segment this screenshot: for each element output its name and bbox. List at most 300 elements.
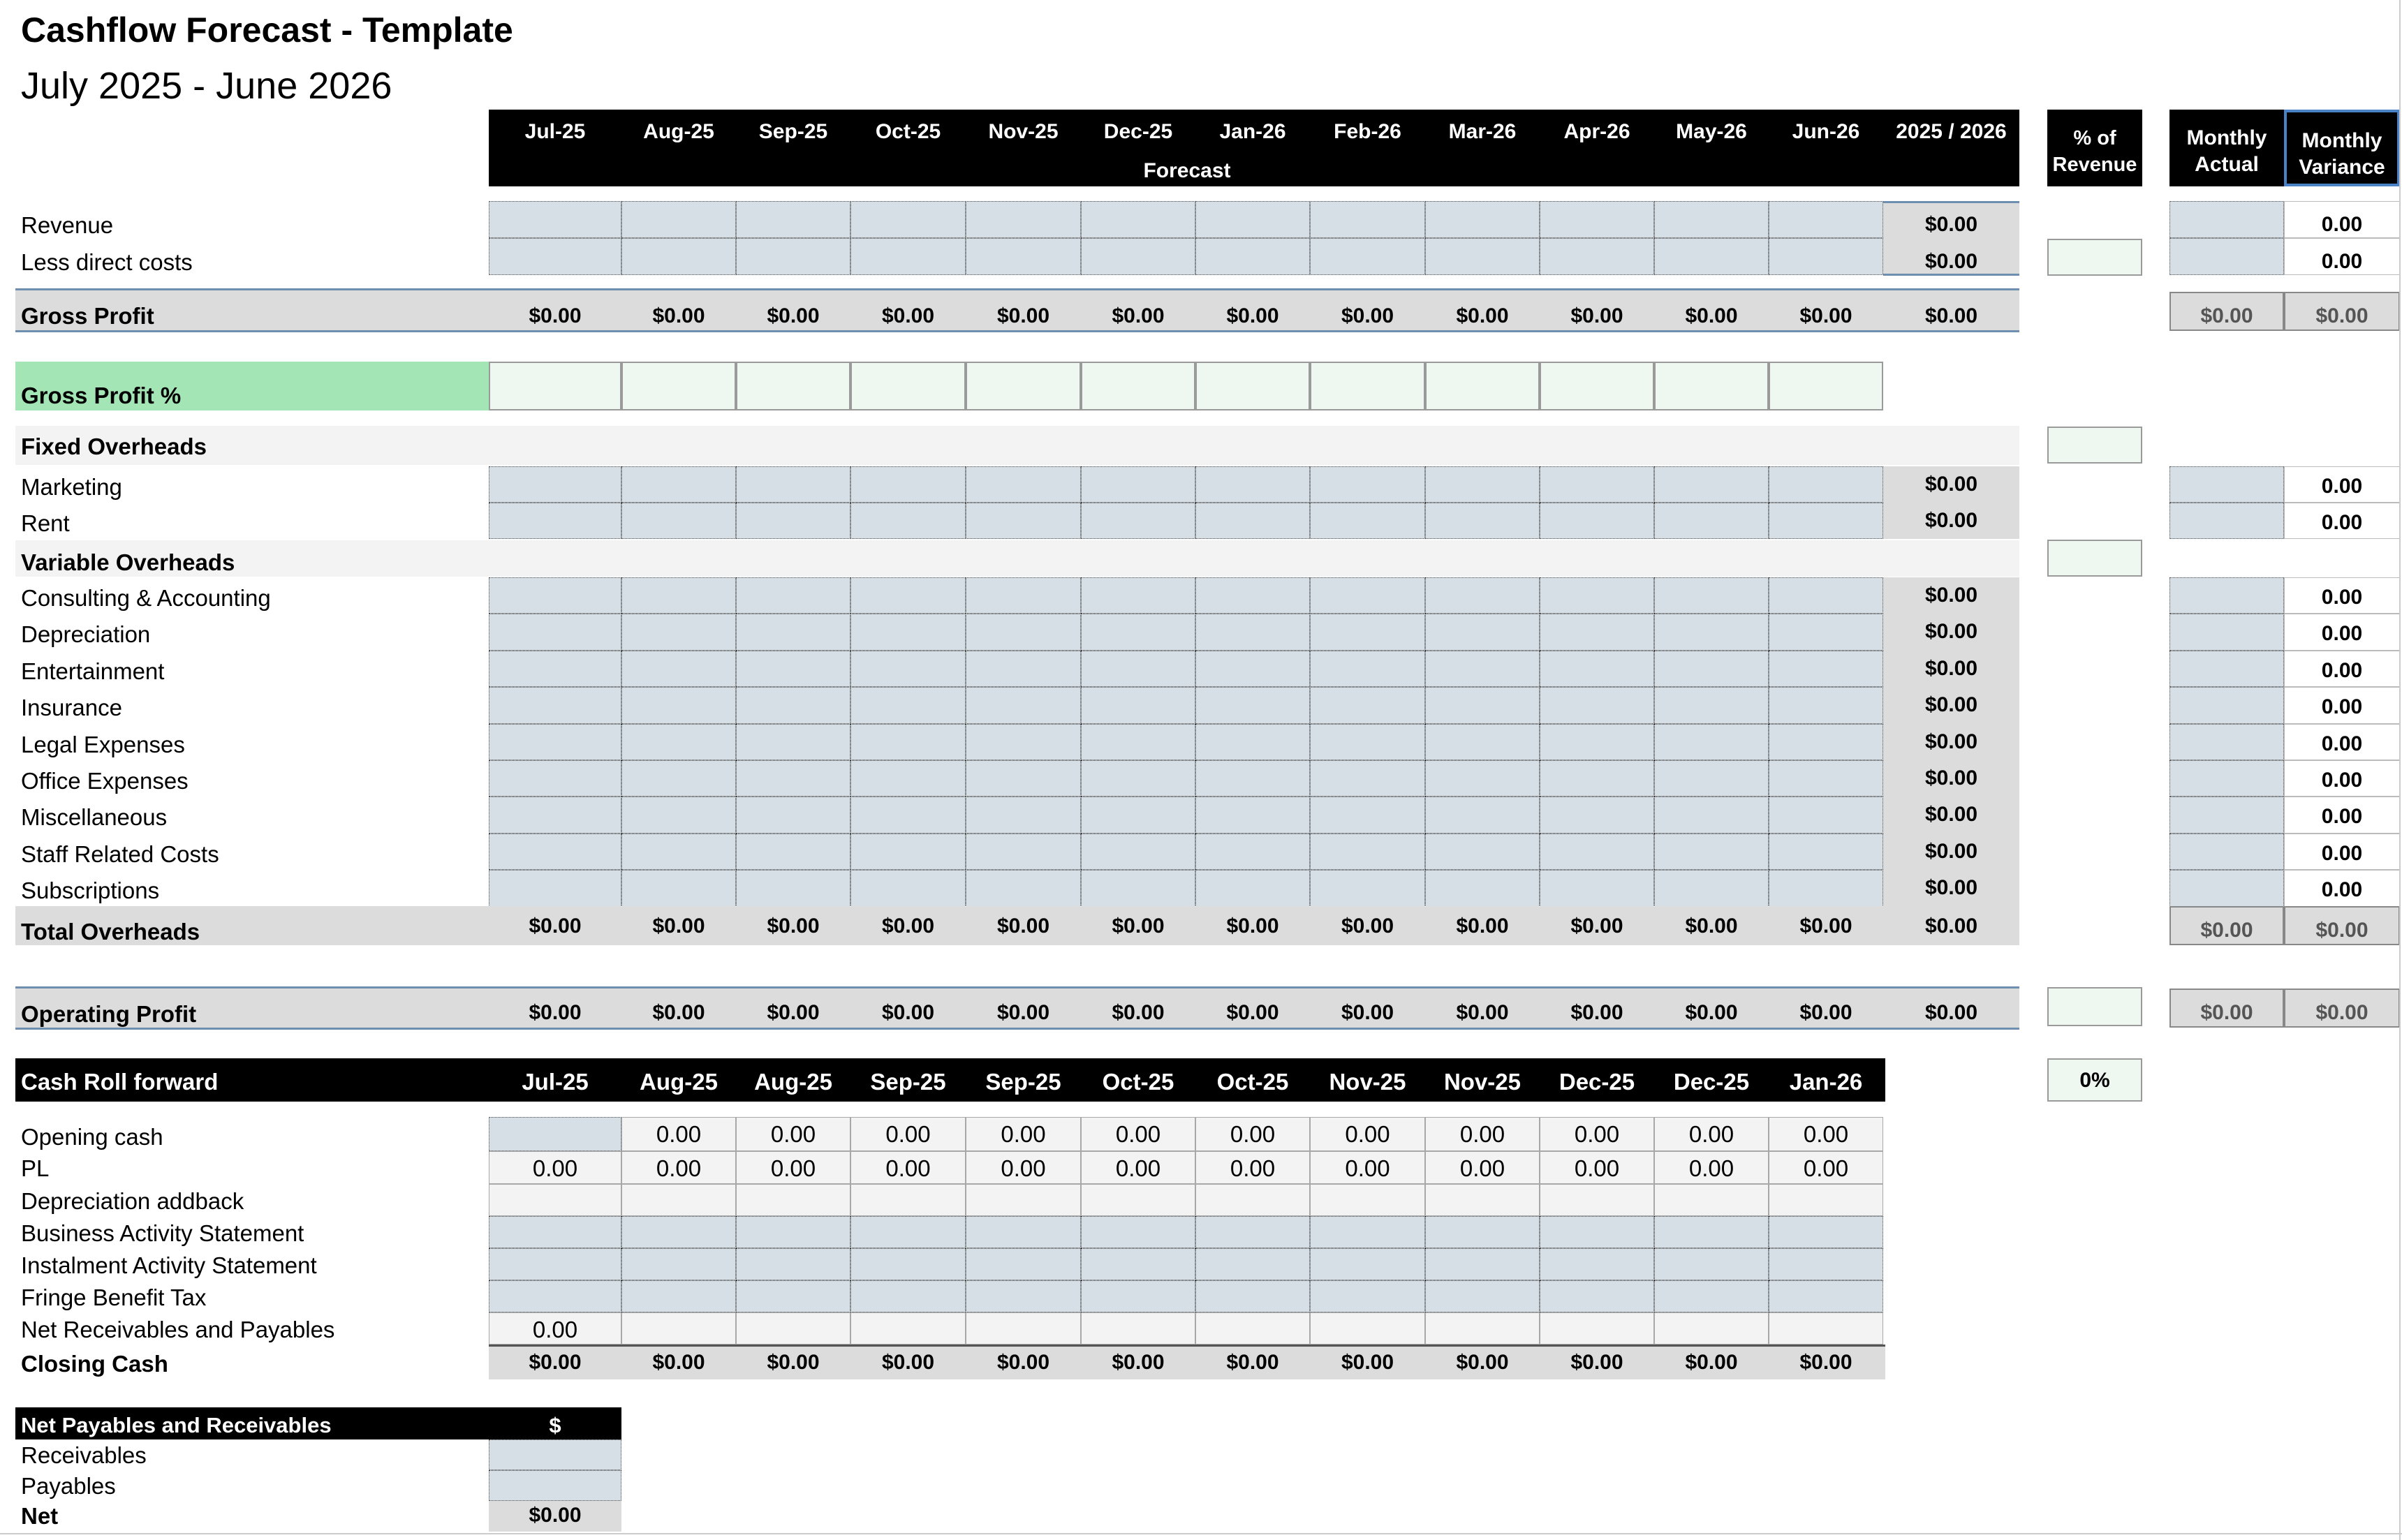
variable-item-input[interactable]	[736, 651, 850, 687]
closing-cash-label: Closing Cash	[21, 1351, 168, 1377]
variable-item-input[interactable]	[1540, 577, 1654, 614]
variable-item-actual-input[interactable]	[2169, 577, 2284, 614]
variable-item-input[interactable]	[489, 614, 621, 650]
total-overheads-variance: $0.00	[2315, 919, 2368, 942]
fixed-item-input[interactable]	[621, 503, 736, 539]
variable-overheads-pct-input[interactable]	[2047, 540, 2142, 577]
cash-roll-cell[interactable]	[736, 1216, 850, 1248]
variable-item-input[interactable]	[1310, 614, 1425, 650]
variable-item-variance: 0.00	[2321, 805, 2363, 829]
variable-item-input[interactable]	[1769, 614, 1883, 650]
cash-roll-row-label: Net Receivables and Payables	[21, 1317, 335, 1342]
gross-profit-label: Gross Profit	[21, 303, 154, 329]
cash-roll-cell[interactable]	[1195, 1312, 1310, 1345]
cash-roll-value: 0.00	[770, 1121, 816, 1147]
cash-roll-cell[interactable]	[1540, 1216, 1654, 1248]
variable-item-input[interactable]	[736, 834, 850, 870]
cash-roll-month: Nov-25	[1329, 1069, 1406, 1095]
closing-cash-value: $0.00	[1456, 1351, 1509, 1374]
revenue-input[interactable]	[1425, 201, 1540, 238]
variable-item-input[interactable]	[1540, 870, 1654, 906]
variable-item-input[interactable]	[1081, 870, 1195, 906]
revenue-input[interactable]	[1769, 201, 1883, 238]
variable-item-input[interactable]	[1654, 870, 1769, 906]
variable-item-input[interactable]	[966, 651, 1081, 687]
total-overheads-value: $0.00	[1570, 915, 1623, 938]
cash-roll-cell[interactable]	[1081, 1216, 1195, 1248]
variable-item-input[interactable]	[1195, 797, 1310, 833]
variable-item-input[interactable]	[1769, 577, 1883, 614]
receivables-label: Receivables	[21, 1442, 147, 1468]
variable-item-input[interactable]	[850, 724, 966, 760]
variable-item-input[interactable]	[1310, 870, 1425, 906]
variable-item-input[interactable]	[1081, 760, 1195, 797]
variable-item-input[interactable]	[1425, 834, 1540, 870]
variable-item-input[interactable]	[621, 870, 736, 906]
variable-item-input[interactable]	[736, 724, 850, 760]
cash-roll-month: Nov-25	[1443, 1069, 1521, 1095]
cash-roll-cell	[850, 1184, 966, 1216]
gross-profit-pct-input[interactable]	[1081, 362, 1195, 410]
cash-roll-cell[interactable]	[621, 1312, 736, 1345]
revenue-input[interactable]	[489, 201, 621, 238]
variable-item-input[interactable]	[966, 724, 1081, 760]
variable-item-input[interactable]	[489, 760, 621, 797]
variable-item-input[interactable]	[736, 870, 850, 906]
fixed-item-input[interactable]	[1425, 503, 1540, 539]
variable-item-input[interactable]	[1425, 870, 1540, 906]
variable-item-input[interactable]	[1195, 614, 1310, 650]
cash-roll-cell[interactable]	[1081, 1280, 1195, 1312]
variable-item-input[interactable]	[1425, 614, 1540, 650]
fixed-item-input[interactable]	[1425, 466, 1540, 503]
fixed-item-input[interactable]	[1195, 503, 1310, 539]
variable-item-input[interactable]	[966, 760, 1081, 797]
variable-item-input[interactable]	[1425, 577, 1540, 614]
variable-item-input[interactable]	[1540, 834, 1654, 870]
cash-roll-cell[interactable]	[1425, 1312, 1540, 1345]
cash-roll-cell[interactable]	[1425, 1216, 1540, 1248]
total-overheads-label: Total Overheads	[21, 919, 200, 945]
cash-roll-row-label: Business Activity Statement	[21, 1220, 304, 1246]
total-overheads-value: $0.00	[652, 915, 705, 938]
variable-item-input[interactable]	[1195, 834, 1310, 870]
variable-item-input[interactable]	[850, 760, 966, 797]
variable-item-input[interactable]	[489, 651, 621, 687]
variable-item-actual-input[interactable]	[2169, 687, 2284, 723]
fixed-item-input[interactable]	[489, 466, 621, 503]
total-overheads-value: $0.00	[996, 915, 1050, 938]
fixed-item-input[interactable]	[736, 466, 850, 503]
variable-item-input[interactable]	[1310, 797, 1425, 833]
variable-item-input[interactable]	[850, 687, 966, 723]
cash-roll-title: Cash Roll forward	[21, 1069, 219, 1095]
direct-costs-input[interactable]	[966, 238, 1081, 275]
cash-roll-cell	[1769, 1184, 1883, 1216]
year-total-header: 2025 / 2026	[1896, 120, 2007, 143]
variable-item-input[interactable]	[489, 834, 621, 870]
variable-item-input[interactable]	[1310, 687, 1425, 723]
variable-item-input[interactable]	[1081, 687, 1195, 723]
operating-profit-value: $0.00	[1226, 1001, 1279, 1024]
variable-item-input[interactable]	[850, 614, 966, 650]
variable-item-input[interactable]	[850, 834, 966, 870]
cash-roll-cell[interactable]	[489, 1280, 621, 1312]
fixed-item-input[interactable]	[1654, 503, 1769, 539]
variable-item-input[interactable]	[1769, 724, 1883, 760]
direct-costs-input[interactable]	[850, 238, 966, 275]
cash-roll-value: 0.00	[1574, 1121, 1620, 1147]
direct-costs-input[interactable]	[1195, 238, 1310, 275]
variable-item-input[interactable]	[1769, 797, 1883, 833]
cash-roll-cell[interactable]	[736, 1280, 850, 1312]
variable-item-input[interactable]	[966, 870, 1081, 906]
gross-profit-pct-input[interactable]	[966, 362, 1081, 410]
fixed-item-input[interactable]	[621, 466, 736, 503]
cash-roll-cell[interactable]	[966, 1280, 1081, 1312]
cash-roll-pct: 0%	[2079, 1069, 2110, 1092]
variable-item-input[interactable]	[1310, 834, 1425, 870]
pct-revenue-header-line2: Revenue	[2052, 154, 2137, 176]
gross-profit-pct-input[interactable]	[1195, 362, 1310, 410]
variable-item-input[interactable]	[736, 760, 850, 797]
operating-profit-value: $0.00	[1799, 1001, 1852, 1024]
variable-item-label: Consulting & Accounting	[21, 585, 271, 611]
variable-item-input[interactable]	[1081, 614, 1195, 650]
fixed-item-input[interactable]	[966, 503, 1081, 539]
cash-roll-cell[interactable]	[1654, 1312, 1769, 1345]
cash-roll-value: 0.00	[1803, 1155, 1849, 1181]
divider	[1883, 201, 2019, 203]
variable-item-input[interactable]	[1081, 577, 1195, 614]
cash-roll-cell[interactable]	[1425, 1280, 1540, 1312]
variable-item-input[interactable]	[850, 870, 966, 906]
cash-roll-cell[interactable]	[621, 1280, 736, 1312]
operating-profit-value: $0.00	[1341, 1001, 1394, 1024]
variable-item-input[interactable]	[966, 687, 1081, 723]
variable-item-input[interactable]	[1081, 797, 1195, 833]
fixed-item-input[interactable]	[1769, 466, 1883, 503]
variable-item-input[interactable]	[489, 687, 621, 723]
gross-profit-actual: $0.00	[2200, 304, 2253, 327]
cash-roll-cell[interactable]	[850, 1280, 966, 1312]
cash-roll-cell[interactable]	[1769, 1280, 1883, 1312]
cash-roll-cell[interactable]	[489, 1248, 621, 1280]
cash-roll-cell[interactable]	[621, 1216, 736, 1248]
revenue-input[interactable]	[966, 201, 1081, 238]
variable-item-input[interactable]	[1425, 687, 1540, 723]
variable-item-input[interactable]	[1081, 724, 1195, 760]
cash-roll-cell[interactable]	[1310, 1248, 1425, 1280]
cash-roll-cell[interactable]	[1769, 1216, 1883, 1248]
variable-item-input[interactable]	[1540, 614, 1654, 650]
variable-item-input[interactable]	[1310, 577, 1425, 614]
forecast-group-label: Forecast	[1143, 159, 1231, 182]
fixed-item-input[interactable]	[1540, 466, 1654, 503]
cash-roll-cell[interactable]	[489, 1117, 621, 1151]
variable-item-input[interactable]	[1540, 724, 1654, 760]
month-header: Dec-25	[1103, 120, 1173, 143]
fixed-item-input[interactable]	[489, 503, 621, 539]
cash-roll-cell[interactable]	[1310, 1280, 1425, 1312]
variable-item-input[interactable]	[850, 577, 966, 614]
variable-item-input[interactable]	[1310, 651, 1425, 687]
month-header: Sep-25	[758, 120, 828, 143]
cash-roll-cell[interactable]	[1769, 1248, 1883, 1280]
operating-profit-value: $0.00	[1685, 1001, 1738, 1024]
cash-roll-cell[interactable]	[1654, 1248, 1769, 1280]
cash-roll-cell[interactable]	[1769, 1312, 1883, 1345]
variable-item-input[interactable]	[966, 614, 1081, 650]
variable-item-input[interactable]	[1540, 760, 1654, 797]
cash-roll-cell[interactable]	[1540, 1280, 1654, 1312]
variable-item-input[interactable]	[1769, 870, 1883, 906]
variable-item-actual-input[interactable]	[2169, 614, 2284, 650]
cash-roll-cell[interactable]	[1425, 1248, 1540, 1280]
variable-item-input[interactable]	[621, 797, 736, 833]
cash-roll-value: 0.00	[1001, 1155, 1046, 1181]
variable-item-input[interactable]	[1195, 760, 1310, 797]
operating-profit-value-total: $0.00	[1924, 1001, 1978, 1024]
fixed-item-actual-input[interactable]	[2169, 466, 2284, 503]
cash-roll-month: Dec-25	[1559, 1069, 1635, 1095]
fixed-item-input[interactable]	[1310, 466, 1425, 503]
variable-item-actual-input[interactable]	[2169, 870, 2284, 906]
direct-costs-input[interactable]	[1310, 238, 1425, 275]
variable-item-input[interactable]	[1540, 651, 1654, 687]
gross-profit-pct-input[interactable]	[1540, 362, 1654, 410]
variable-item-input[interactable]	[966, 797, 1081, 833]
cash-roll-cell[interactable]	[1081, 1312, 1195, 1345]
variable-item-input[interactable]	[1654, 834, 1769, 870]
variable-item-input[interactable]	[621, 614, 736, 650]
variable-item-input[interactable]	[1310, 724, 1425, 760]
variable-item-input[interactable]	[1425, 651, 1540, 687]
fixed-overheads-band	[15, 426, 2019, 465]
variable-item-input[interactable]	[489, 577, 621, 614]
cash-roll-cell[interactable]	[850, 1248, 966, 1280]
variable-item-input[interactable]	[489, 724, 621, 760]
revenue-input[interactable]	[621, 201, 736, 238]
direct-costs-input[interactable]	[1540, 238, 1654, 275]
variable-item-input[interactable]	[966, 834, 1081, 870]
fixed-overheads-pct-input[interactable]	[2047, 427, 2142, 464]
variable-item-input[interactable]	[1195, 577, 1310, 614]
cash-roll-cell[interactable]	[850, 1216, 966, 1248]
direct-costs-input[interactable]	[736, 238, 850, 275]
fixed-item-input[interactable]	[1654, 466, 1769, 503]
variable-item-input[interactable]	[1081, 834, 1195, 870]
cash-roll-cell[interactable]	[1310, 1312, 1425, 1345]
variable-item-actual-input[interactable]	[2169, 797, 2284, 833]
cash-roll-cell[interactable]	[1195, 1280, 1310, 1312]
revenue-input[interactable]	[850, 201, 966, 238]
total-overheads-value: $0.00	[881, 915, 935, 938]
cash-roll-cell[interactable]	[1310, 1216, 1425, 1248]
variable-item-input[interactable]	[621, 834, 736, 870]
variable-item-input[interactable]	[1769, 687, 1883, 723]
direct-costs-input[interactable]	[1425, 238, 1540, 275]
variable-item-actual-input[interactable]	[2169, 651, 2284, 687]
fixed-item-input[interactable]	[736, 503, 850, 539]
gross-profit-pct-input[interactable]	[489, 362, 621, 410]
variable-item-input[interactable]	[736, 797, 850, 833]
direct-costs-input[interactable]	[1081, 238, 1195, 275]
monthly-variance-header[interactable]	[2284, 110, 2400, 186]
direct-costs-input[interactable]	[621, 238, 736, 275]
gross-profit-pct-input[interactable]	[850, 362, 966, 410]
variable-item-input[interactable]	[489, 797, 621, 833]
cash-roll-cell[interactable]	[489, 1216, 621, 1248]
variable-item-input[interactable]	[1769, 834, 1883, 870]
variable-item-input[interactable]	[736, 577, 850, 614]
cash-roll-cell[interactable]	[621, 1248, 736, 1280]
cash-roll-cell[interactable]	[1540, 1312, 1654, 1345]
cash-roll-cell[interactable]	[1195, 1216, 1310, 1248]
revenue-input[interactable]	[1195, 201, 1310, 238]
variable-item-input[interactable]	[1310, 760, 1425, 797]
cash-roll-cell	[489, 1184, 621, 1216]
cash-roll-cell[interactable]	[850, 1312, 966, 1345]
variable-item-input[interactable]	[1654, 724, 1769, 760]
cash-roll-cell[interactable]	[966, 1312, 1081, 1345]
fixed-item-input[interactable]	[1310, 503, 1425, 539]
variable-item-input[interactable]	[1425, 797, 1540, 833]
variable-item-input[interactable]	[621, 760, 736, 797]
direct-costs-variance: 0.00	[2321, 250, 2363, 273]
cash-roll-cell[interactable]	[736, 1248, 850, 1280]
revenue-input[interactable]	[1081, 201, 1195, 238]
cash-roll-cell[interactable]	[736, 1312, 850, 1345]
cash-roll-cell[interactable]	[966, 1216, 1081, 1248]
variable-item-input[interactable]	[1769, 760, 1883, 797]
variable-item-input[interactable]	[1654, 687, 1769, 723]
cash-roll-month: Oct-25	[1102, 1069, 1174, 1095]
direct-costs-input[interactable]	[489, 238, 621, 275]
revenue-total: $0.00	[1924, 213, 1978, 236]
fixed-item-input[interactable]	[966, 466, 1081, 503]
variable-item-input[interactable]	[1654, 577, 1769, 614]
monthly-variance-header-line1: Monthly	[2301, 129, 2382, 152]
variable-item-input[interactable]	[1195, 651, 1310, 687]
direct-costs-input[interactable]	[1654, 238, 1769, 275]
gross-profit-pct-input[interactable]	[1425, 362, 1540, 410]
variable-item-input[interactable]	[1654, 797, 1769, 833]
direct-costs-pct-input[interactable]	[2047, 239, 2142, 276]
variable-item-actual-input[interactable]	[2169, 760, 2284, 797]
gross-profit-value: $0.00	[881, 304, 935, 327]
revenue-input[interactable]	[1310, 201, 1425, 238]
fixed-item-input[interactable]	[1540, 503, 1654, 539]
fixed-item-input[interactable]	[1769, 503, 1883, 539]
variable-overheads-label: Variable Overheads	[21, 549, 235, 575]
variable-item-input[interactable]	[621, 724, 736, 760]
sheet-title: Cashflow Forecast - Template	[21, 10, 513, 50]
variable-item-input[interactable]	[1081, 651, 1195, 687]
operating-profit-pct-input[interactable]	[2047, 987, 2142, 1026]
cash-roll-cell[interactable]	[1654, 1216, 1769, 1248]
variable-overheads-band	[15, 540, 2019, 577]
gross-profit-pct-input[interactable]	[1654, 362, 1769, 410]
variable-item-actual-input[interactable]	[2169, 724, 2284, 760]
gross-profit-pct-input[interactable]	[1769, 362, 1883, 410]
cash-roll-cell	[1310, 1184, 1425, 1216]
variable-item-input[interactable]	[621, 687, 736, 723]
cash-roll-cell[interactable]	[1654, 1280, 1769, 1312]
variable-item-input[interactable]	[966, 577, 1081, 614]
gross-profit-pct-input[interactable]	[1310, 362, 1425, 410]
variable-item-input[interactable]	[1769, 651, 1883, 687]
direct-costs-actual-input[interactable]	[2169, 238, 2284, 275]
variable-item-actual-input[interactable]	[2169, 834, 2284, 870]
cash-roll-cell[interactable]	[1081, 1248, 1195, 1280]
gross-profit-pct-input[interactable]	[736, 362, 850, 410]
variable-item-variance: 0.00	[2321, 695, 2363, 719]
variable-item-label: Miscellaneous	[21, 804, 168, 831]
fixed-item-actual-input[interactable]	[2169, 503, 2284, 539]
variable-item-input[interactable]	[621, 651, 736, 687]
fixed-item-input[interactable]	[850, 466, 966, 503]
gross-profit-value-total: $0.00	[1924, 304, 1978, 327]
fixed-item-input[interactable]	[1195, 466, 1310, 503]
receivables-input[interactable]	[489, 1439, 621, 1470]
cash-roll-cell[interactable]	[1540, 1248, 1654, 1280]
variable-item-input[interactable]	[736, 614, 850, 650]
fixed-item-input[interactable]	[1081, 466, 1195, 503]
revenue-input[interactable]	[736, 201, 850, 238]
variable-item-input[interactable]	[1425, 760, 1540, 797]
cash-roll-row-label: Instalment Activity Statement	[21, 1252, 317, 1278]
variable-item-input[interactable]	[1540, 687, 1654, 723]
month-header: Jan-26	[1219, 120, 1286, 143]
cash-roll-value: 0.00	[1803, 1121, 1849, 1147]
variable-item-total: $0.00	[1924, 656, 1978, 680]
variable-item-input[interactable]	[1425, 724, 1540, 760]
payables-input[interactable]	[489, 1470, 621, 1501]
variable-item-label: Insurance	[21, 695, 122, 721]
fixed-item-input[interactable]	[1081, 503, 1195, 539]
revenue-actual-input[interactable]	[2169, 201, 2284, 238]
gross-profit-pct-input[interactable]	[621, 362, 736, 410]
operating-profit-value: $0.00	[1570, 1001, 1623, 1024]
variable-item-input[interactable]	[1195, 687, 1310, 723]
month-header: Feb-26	[1334, 120, 1401, 143]
revenue-input[interactable]	[1654, 201, 1769, 238]
fixed-item-input[interactable]	[850, 503, 966, 539]
variable-item-input[interactable]	[1654, 651, 1769, 687]
variable-item-input[interactable]	[1654, 760, 1769, 797]
variable-item-input[interactable]	[850, 797, 966, 833]
fixed-item-variance: 0.00	[2321, 511, 2363, 534]
cash-roll-cell[interactable]	[966, 1248, 1081, 1280]
direct-costs-input[interactable]	[1769, 238, 1883, 275]
variable-item-input[interactable]	[850, 651, 966, 687]
cash-roll-cell[interactable]	[1195, 1248, 1310, 1280]
variable-item-input[interactable]	[621, 577, 736, 614]
variable-item-input[interactable]	[1195, 724, 1310, 760]
variable-item-input[interactable]	[1195, 870, 1310, 906]
variable-item-input[interactable]	[1540, 797, 1654, 833]
revenue-input[interactable]	[1540, 201, 1654, 238]
variable-item-input[interactable]	[736, 687, 850, 723]
variable-item-input[interactable]	[489, 870, 621, 906]
divider	[15, 288, 2019, 290]
variable-item-input[interactable]	[1654, 614, 1769, 650]
cash-roll-value: 0.00	[1574, 1155, 1620, 1181]
fixed-overheads-label: Fixed Overheads	[21, 434, 207, 459]
cash-roll-value: 0.00	[1115, 1155, 1161, 1181]
gross-profit-value: $0.00	[1456, 304, 1509, 327]
